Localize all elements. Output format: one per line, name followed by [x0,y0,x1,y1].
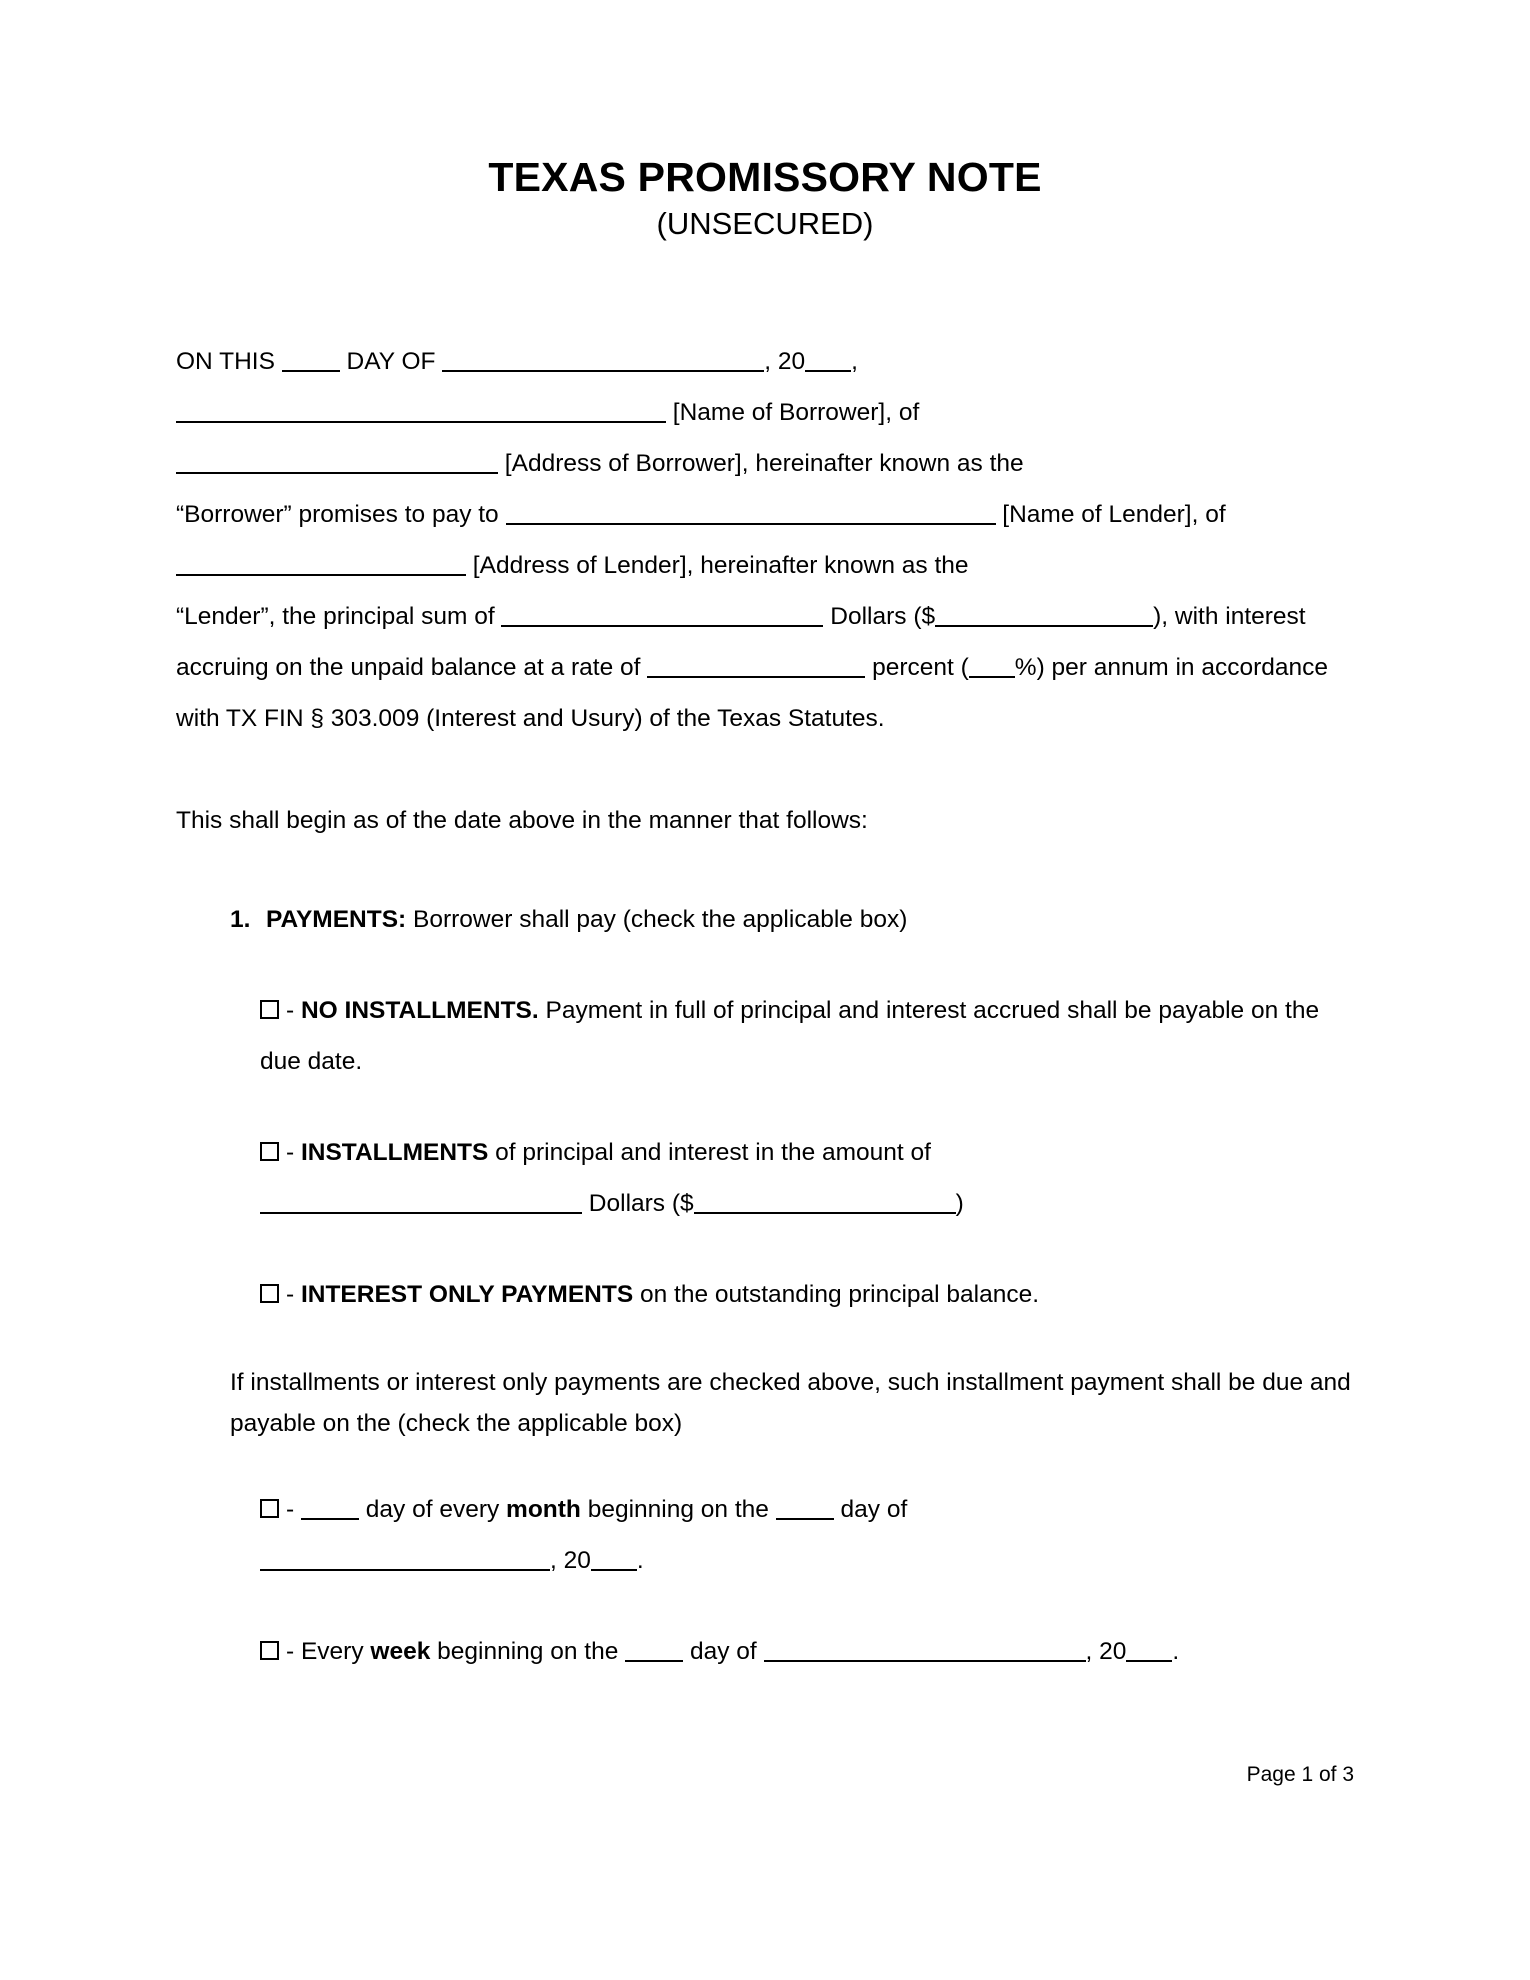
option-text-installments-close: ) [955,1189,964,1217]
option-dash: - [286,1138,301,1166]
intro-text-day-of: DAY OF [339,347,443,375]
blank-day[interactable] [282,348,340,372]
option-monthly[interactable] [260,1484,1354,1586]
option-interest-only[interactable] [260,1269,1354,1320]
blank-lender-name[interactable] [506,501,996,525]
checkbox-interest-only-icon[interactable] [260,1284,279,1303]
option-text-monthly-d: , 20 [550,1546,591,1574]
intro-text-statute: %) per annum in accordance with TX FIN § 303.009 (Interest and Usury) of the Texas Statutes. [176,653,1329,732]
blank-monthly-start-month[interactable] [260,1547,550,1571]
intro-text-dollars: Dollars ($ [823,602,936,630]
blank-weekly-start-day[interactable] [625,1638,683,1662]
blank-principal-words[interactable] [501,603,823,627]
payment-options-group [176,985,1354,1320]
spacer [176,744,1354,795]
intro-paragraph-block [176,336,1354,744]
page-subtitle: (UNSECURED) [656,205,874,241]
intro-text-name-of-borrower: [Name of Borrower], of [666,398,920,426]
option-text-installments: of principal and interest in the amount of [488,1138,931,1166]
page-footer: Page 1 of 3 [1246,1763,1354,1786]
blank-lender-address[interactable] [176,552,466,576]
blank-weekly-start-year[interactable] [1126,1638,1172,1662]
blank-monthly-start-year[interactable] [591,1547,637,1571]
blank-borrower-address[interactable] [176,450,498,474]
option-text-weekly-b: beginning on the [430,1637,626,1665]
page-title: TEXAS PROMISSORY NOTE [488,154,1042,200]
blank-monthly-day[interactable] [301,1496,359,1520]
option-text-weekly-e: . [1172,1637,1180,1665]
blank-principal-amount[interactable] [935,603,1153,627]
intro-paragraph [176,336,1354,744]
document-content [176,0,1354,1677]
option-text-monthly-b: beginning on the [580,1495,776,1523]
option-dash: - [286,1495,301,1523]
intro-text-address-of-lender: [Address of Lender], hereinafter known as the [466,551,969,579]
blank-installment-words[interactable] [260,1190,582,1214]
blank-weekly-start-month[interactable] [764,1638,1086,1662]
option-label-installments: INSTALLMENTS [300,1138,489,1166]
option-text-monthly-a: day of every [358,1495,507,1523]
intro-text-address-of-borrower: [Address of Borrower], hereinafter known as the [498,449,1024,477]
option-text-monthly-c: day of [833,1495,908,1523]
blank-year[interactable] [805,348,851,372]
intro-text-principal-sum: “Lender”, the principal sum of [176,602,502,630]
schedule-note-paragraph: If installments or interest only payments are checked above, such installment payment shall be due and payable on the (check the applicable box) [230,1368,1351,1437]
clause-number: 1. [230,905,251,933]
blank-interest-rate-number[interactable] [969,654,1015,678]
option-weekly[interactable] [260,1626,1354,1677]
intro-text-year-prefix: , 20 [764,347,806,375]
option-text-installments-dollars: Dollars ($ [582,1189,694,1217]
option-dash: - [286,1637,301,1665]
intro-text-on-this: ON THIS [176,347,282,375]
clause-text: Borrower shall pay (check the applicable box) [406,905,908,933]
option-text-weekly-c: day of [683,1637,764,1665]
checkbox-weekly-icon[interactable] [260,1641,279,1660]
checkbox-no-installments-icon[interactable] [260,1000,279,1019]
clause-body [266,894,1354,945]
intro-text-name-of-lender: [Name of Lender], of [995,500,1226,528]
intro-text-borrower-promises: “Borrower” promises to pay to [176,500,506,528]
clause-payments [176,894,1354,945]
checkbox-monthly-icon[interactable] [260,1499,279,1518]
intro-text-interest-accruing: ), with interest accruing on the unpaid balance at a rate of [176,602,1306,681]
begin-clause-paragraph: This shall begin as of the date above in the manner that follows: [176,806,868,834]
option-label-interest-only: INTEREST ONLY PAYMENTS [300,1280,634,1308]
title-block [176,0,1354,244]
schedule-options-group [176,1484,1354,1677]
option-text-interest-only: on the outstanding principal balance. [633,1280,1040,1308]
blank-monthly-start-day[interactable] [776,1496,834,1520]
intro-text-comma: , [851,347,858,375]
option-text-weekly-d: , 20 [1085,1637,1127,1665]
intro-text-percent: percent ( [865,653,969,681]
blank-installment-amount[interactable] [694,1190,956,1214]
option-text-monthly-e: . [636,1546,644,1574]
option-dash: - [286,1280,301,1308]
blank-interest-rate-words[interactable] [647,654,865,678]
blank-borrower-name[interactable] [176,399,666,423]
option-text-no-installments: Payment in full of principal and interest accrued shall be payable on the due date. [260,996,1320,1075]
option-bold-month: month [506,1495,581,1523]
clause-heading: PAYMENTS: [266,905,407,933]
blank-month[interactable] [442,348,764,372]
option-installments[interactable] [260,1127,1354,1229]
option-label-no-installments: NO INSTALLMENTS. [300,996,539,1024]
option-no-installments[interactable] [260,985,1354,1087]
option-dash: - [286,996,301,1024]
option-text-weekly-a: Every [300,1637,371,1665]
checkbox-installments-icon[interactable] [260,1142,279,1161]
option-bold-week: week [370,1637,431,1665]
